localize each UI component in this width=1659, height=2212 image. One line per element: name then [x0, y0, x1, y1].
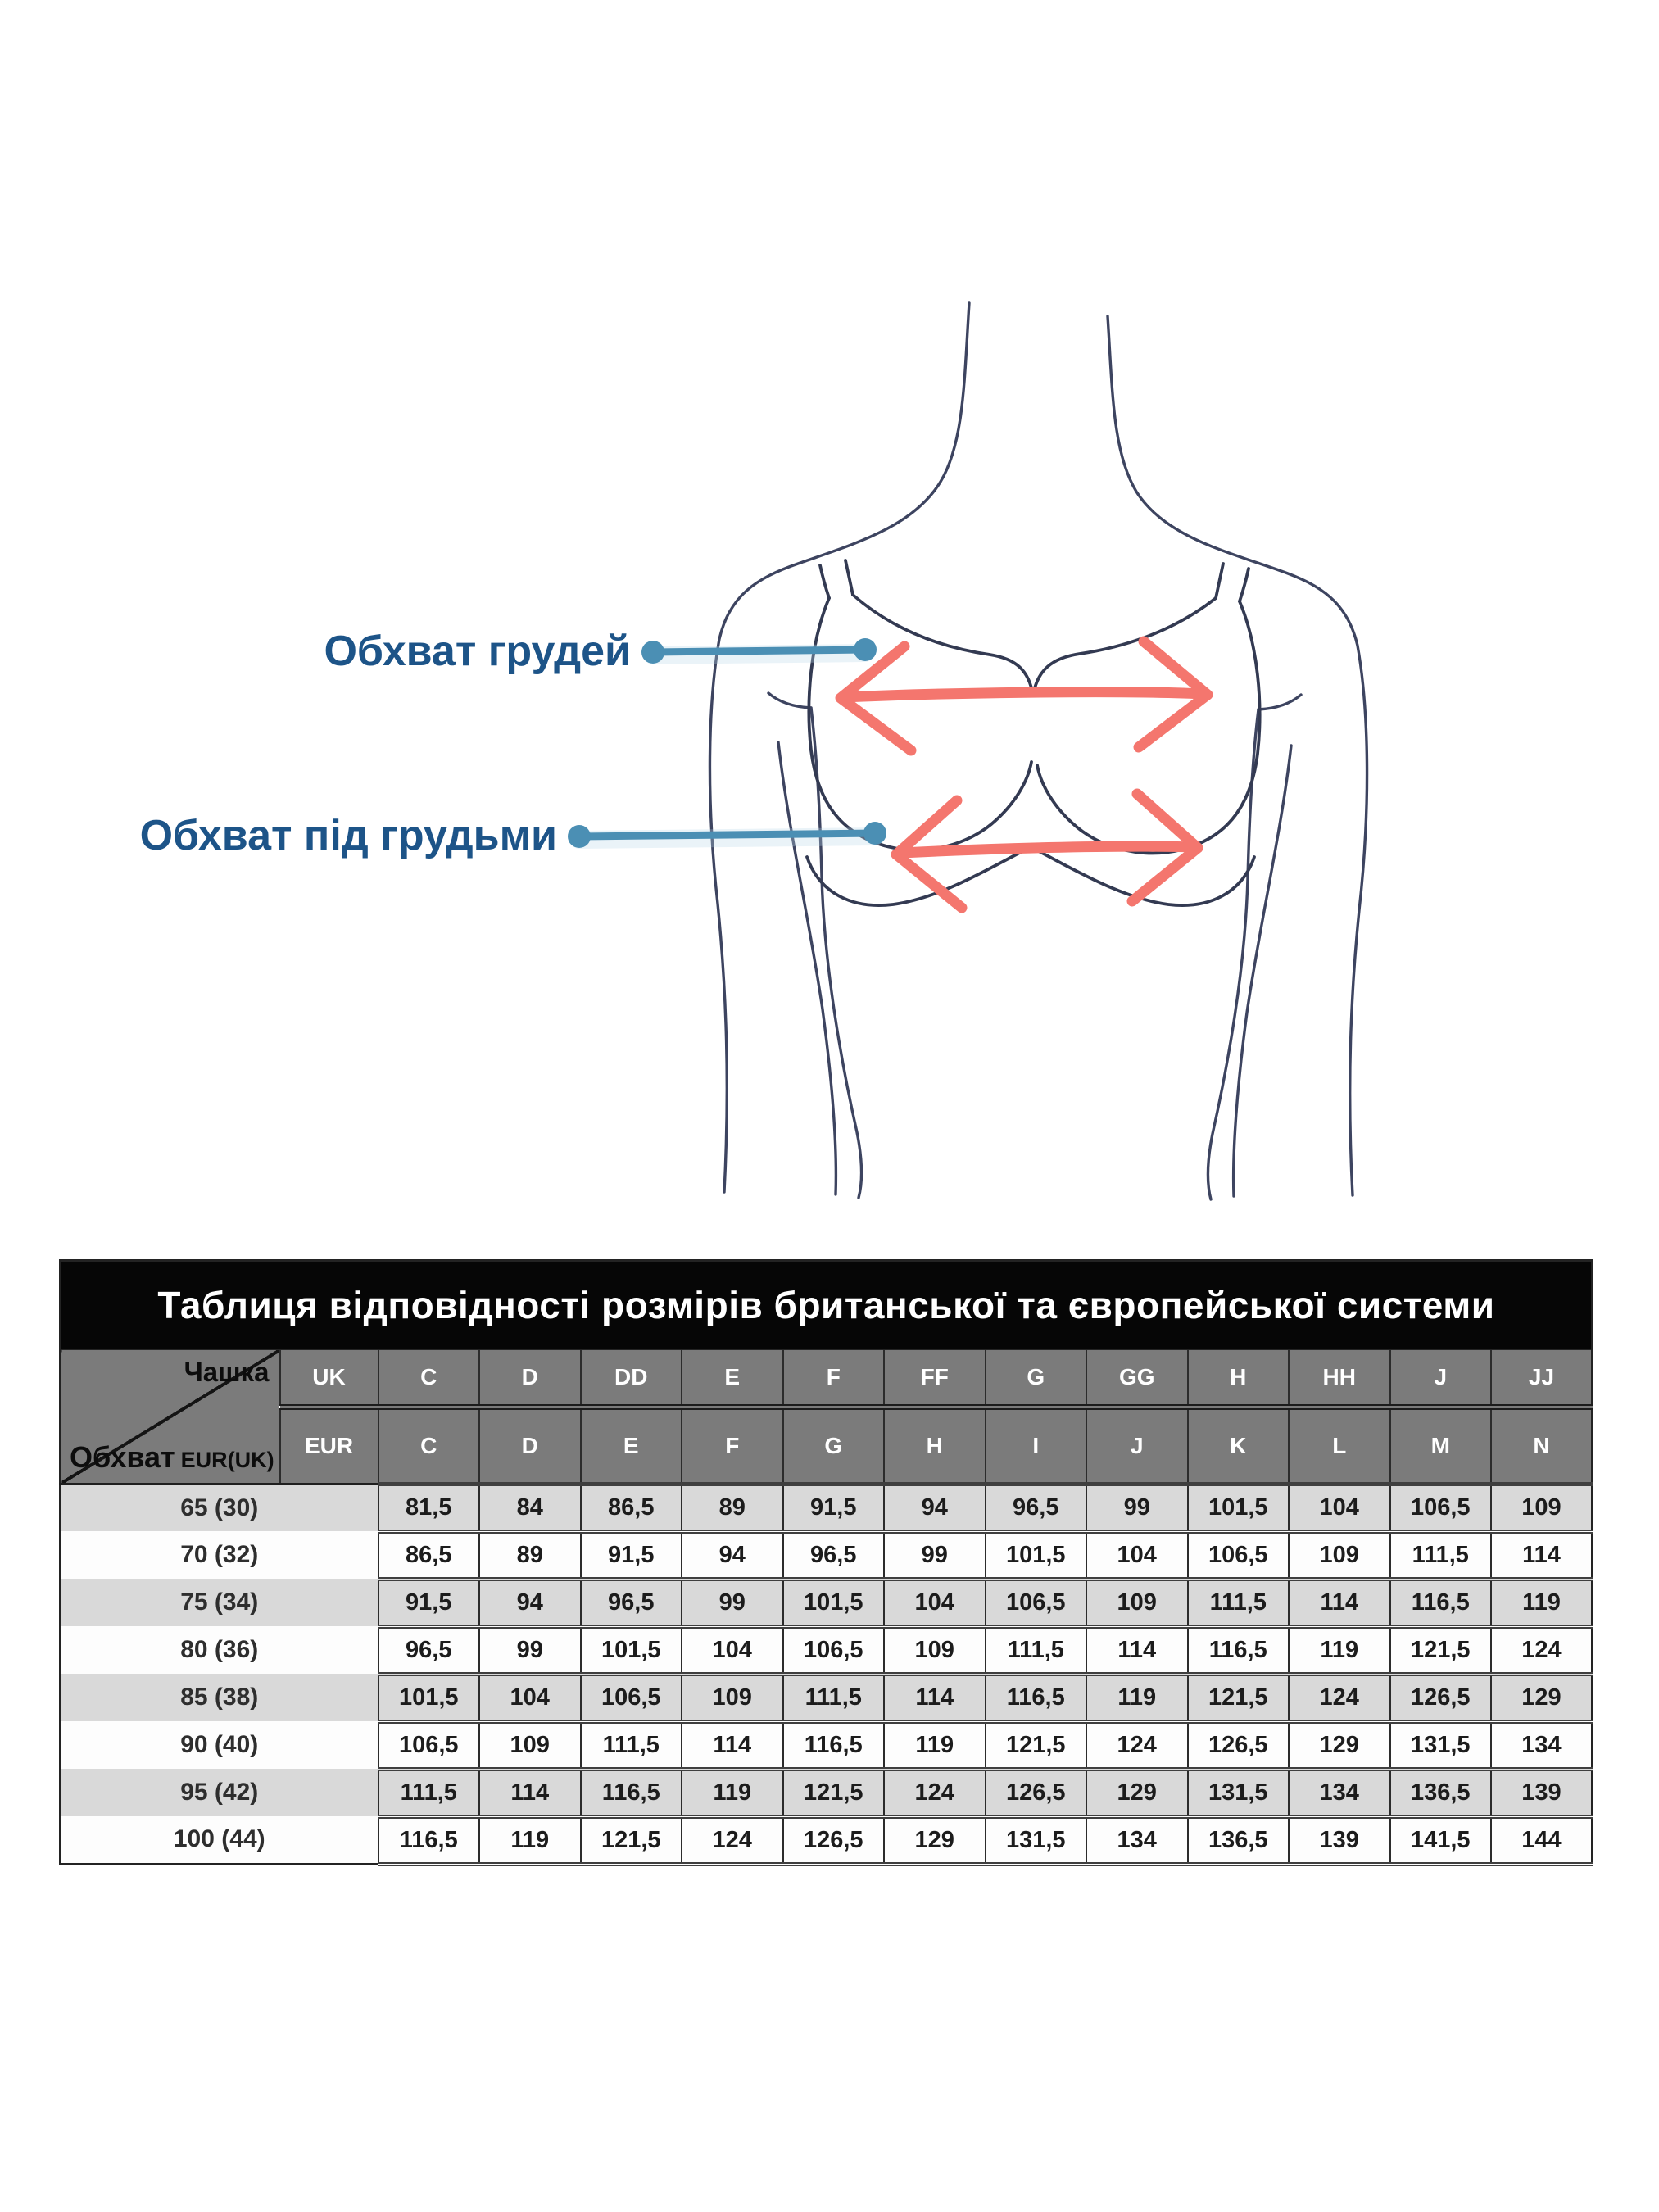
value-cell: 111,5	[1390, 1531, 1492, 1579]
value-cell: 109	[884, 1626, 986, 1674]
eur-cup-cell: K	[1188, 1407, 1290, 1484]
table-row	[61, 1816, 1593, 1864]
table-title: Таблиця відповідності розмірів британської та європейської системи	[61, 1261, 1593, 1350]
value-cell: 94	[479, 1579, 581, 1626]
value-cell: 126,5	[1188, 1721, 1290, 1769]
uk-cup-cell: FF	[884, 1349, 986, 1407]
value-cell: 91,5	[581, 1531, 682, 1579]
eur-cup-cell: F	[682, 1407, 783, 1484]
value-cell: 101,5	[378, 1674, 480, 1721]
value-cell: 104	[682, 1626, 783, 1674]
value-cell: 104	[1289, 1484, 1390, 1531]
value-cell: 106,5	[783, 1626, 885, 1674]
table-body	[61, 1484, 1593, 1864]
uk-cup-cell: G	[986, 1349, 1087, 1407]
value-cell: 99	[1086, 1484, 1188, 1531]
value-cell: 119	[682, 1769, 783, 1816]
value-cell: 119	[1289, 1626, 1390, 1674]
eur-cup-cell: D	[479, 1407, 581, 1484]
table-row	[61, 1674, 1593, 1721]
value-cell: 96,5	[581, 1579, 682, 1626]
value-cell: 111,5	[986, 1626, 1087, 1674]
value-cell: 126,5	[783, 1816, 885, 1864]
value-cell: 126,5	[986, 1769, 1087, 1816]
value-cell: 139	[1491, 1769, 1593, 1816]
value-cell: 101,5	[783, 1579, 885, 1626]
value-cell: 104	[1086, 1531, 1188, 1579]
value-cell: 121,5	[986, 1721, 1087, 1769]
value-cell: 121,5	[1390, 1626, 1492, 1674]
eur-cup-cell: L	[1289, 1407, 1390, 1484]
bust-connector	[641, 638, 877, 664]
value-cell: 109	[1086, 1579, 1188, 1626]
eur-cup-cell: H	[884, 1407, 986, 1484]
corner-cell	[61, 1349, 280, 1484]
value-cell: 141,5	[1390, 1816, 1492, 1864]
value-cell: 121,5	[783, 1769, 885, 1816]
value-cell: 119	[479, 1816, 581, 1864]
value-cell: 109	[479, 1721, 581, 1769]
band-size-cell: 90 (40)	[61, 1721, 378, 1769]
value-cell: 96,5	[986, 1484, 1087, 1531]
eur-cup-cell: I	[986, 1407, 1087, 1484]
value-cell: 136,5	[1188, 1816, 1290, 1864]
value-cell: 111,5	[581, 1721, 682, 1769]
value-cell: 116,5	[581, 1769, 682, 1816]
value-cell: 84	[479, 1484, 581, 1531]
uk-cup-cell: E	[682, 1349, 783, 1407]
eur-cup-cell: G	[783, 1407, 885, 1484]
band-size-cell: 70 (32)	[61, 1531, 378, 1579]
eur-cup-cell: M	[1390, 1407, 1492, 1484]
value-cell: 94	[884, 1484, 986, 1531]
value-cell: 89	[682, 1484, 783, 1531]
value-cell: 134	[1086, 1816, 1188, 1864]
value-cell: 131,5	[1390, 1721, 1492, 1769]
value-cell: 119	[1086, 1674, 1188, 1721]
value-cell: 109	[1491, 1484, 1593, 1531]
bust-arrow	[841, 641, 1208, 750]
table-row	[61, 1579, 1593, 1626]
value-cell: 139	[1289, 1816, 1390, 1864]
value-cell: 114	[1289, 1579, 1390, 1626]
value-cell: 99	[884, 1531, 986, 1579]
value-cell: 104	[479, 1674, 581, 1721]
value-cell: 121,5	[1188, 1674, 1290, 1721]
torso-outline	[709, 303, 1367, 1199]
table-row	[61, 1769, 1593, 1816]
value-cell: 101,5	[986, 1531, 1087, 1579]
eur-cup-cell: C	[378, 1407, 480, 1484]
value-cell: 121,5	[581, 1816, 682, 1864]
value-cell: 124	[682, 1816, 783, 1864]
value-cell: 116,5	[1390, 1579, 1492, 1626]
value-cell: 114	[884, 1674, 986, 1721]
value-cell: 106,5	[1390, 1484, 1492, 1531]
value-cell: 129	[1491, 1674, 1593, 1721]
eur-system-label: EUR	[280, 1407, 378, 1484]
uk-cup-cell: DD	[581, 1349, 682, 1407]
value-cell: 101,5	[581, 1626, 682, 1674]
uk-cup-row	[61, 1349, 1593, 1407]
value-cell: 124	[1289, 1674, 1390, 1721]
value-cell: 106,5	[378, 1721, 480, 1769]
band-size-cell: 100 (44)	[61, 1816, 378, 1864]
value-cell: 91,5	[378, 1579, 480, 1626]
value-cell: 114	[1491, 1531, 1593, 1579]
value-cell: 124	[1086, 1721, 1188, 1769]
table-row	[61, 1626, 1593, 1674]
value-cell: 126,5	[1390, 1674, 1492, 1721]
value-cell: 86,5	[378, 1531, 480, 1579]
value-cell: 114	[479, 1769, 581, 1816]
underbust-connector	[568, 822, 886, 848]
table-row	[61, 1531, 1593, 1579]
value-cell: 129	[1289, 1721, 1390, 1769]
eur-cup-row	[61, 1407, 1593, 1484]
value-cell: 129	[884, 1816, 986, 1864]
value-cell: 124	[1491, 1626, 1593, 1674]
underbust-arrow	[896, 794, 1198, 908]
band-size-cell: 75 (34)	[61, 1579, 378, 1626]
eur-cup-cell: E	[581, 1407, 682, 1484]
uk-cup-cell: GG	[1086, 1349, 1188, 1407]
uk-cup-cell: HH	[1289, 1349, 1390, 1407]
value-cell: 99	[479, 1626, 581, 1674]
value-cell: 136,5	[1390, 1769, 1492, 1816]
band-size-cell: 80 (36)	[61, 1626, 378, 1674]
table-row	[61, 1721, 1593, 1769]
value-cell: 116,5	[1188, 1626, 1290, 1674]
value-cell: 86,5	[581, 1484, 682, 1531]
table-title-row	[61, 1261, 1593, 1350]
value-cell: 131,5	[986, 1816, 1087, 1864]
value-cell: 99	[682, 1579, 783, 1626]
uk-cup-cell: JJ	[1491, 1349, 1593, 1407]
value-cell: 134	[1289, 1769, 1390, 1816]
value-cell: 91,5	[783, 1484, 885, 1531]
underbust-label: Обхват під грудьми	[139, 812, 557, 859]
value-cell: 111,5	[378, 1769, 480, 1816]
value-cell: 114	[682, 1721, 783, 1769]
eur-cup-cell: N	[1491, 1407, 1593, 1484]
band-size-cell: 65 (30)	[61, 1484, 378, 1531]
value-cell: 109	[682, 1674, 783, 1721]
cup-axis-label: Чашка	[184, 1357, 270, 1387]
band-axis-label-sub: EUR(UK)	[180, 1447, 274, 1472]
value-cell: 144	[1491, 1816, 1593, 1864]
value-cell: 111,5	[783, 1674, 885, 1721]
value-cell: 116,5	[378, 1816, 480, 1864]
value-cell: 106,5	[986, 1579, 1087, 1626]
value-cell: 116,5	[783, 1721, 885, 1769]
uk-system-label: UK	[280, 1349, 378, 1407]
table-row	[61, 1484, 1593, 1531]
value-cell: 129	[1086, 1769, 1188, 1816]
value-cell: 124	[884, 1769, 986, 1816]
band-axis-label	[70, 1440, 274, 1475]
band-axis-label-main: Обхват	[70, 1439, 175, 1474]
value-cell: 89	[479, 1531, 581, 1579]
band-size-cell: 95 (42)	[61, 1769, 378, 1816]
value-cell: 134	[1491, 1721, 1593, 1769]
eur-cup-cell: J	[1086, 1407, 1188, 1484]
value-cell: 104	[884, 1579, 986, 1626]
value-cell: 116,5	[986, 1674, 1087, 1721]
value-cell: 81,5	[378, 1484, 480, 1531]
value-cell: 96,5	[783, 1531, 885, 1579]
value-cell: 106,5	[581, 1674, 682, 1721]
value-cell: 106,5	[1188, 1531, 1290, 1579]
value-cell: 101,5	[1188, 1484, 1290, 1531]
uk-cup-cell: J	[1390, 1349, 1492, 1407]
uk-cup-cell: H	[1188, 1349, 1290, 1407]
value-cell: 114	[1086, 1626, 1188, 1674]
value-cell: 119	[884, 1721, 986, 1769]
value-cell: 111,5	[1188, 1579, 1290, 1626]
value-cell: 109	[1289, 1531, 1390, 1579]
value-cell: 131,5	[1188, 1769, 1290, 1816]
size-table	[59, 1259, 1593, 1866]
band-size-cell: 85 (38)	[61, 1674, 378, 1721]
value-cell: 96,5	[378, 1626, 480, 1674]
bust-label: Обхват грудей	[324, 628, 631, 675]
value-cell: 119	[1491, 1579, 1593, 1626]
uk-cup-cell: D	[479, 1349, 581, 1407]
uk-cup-cell: F	[783, 1349, 885, 1407]
uk-cup-cell: C	[378, 1349, 480, 1407]
value-cell: 94	[682, 1531, 783, 1579]
